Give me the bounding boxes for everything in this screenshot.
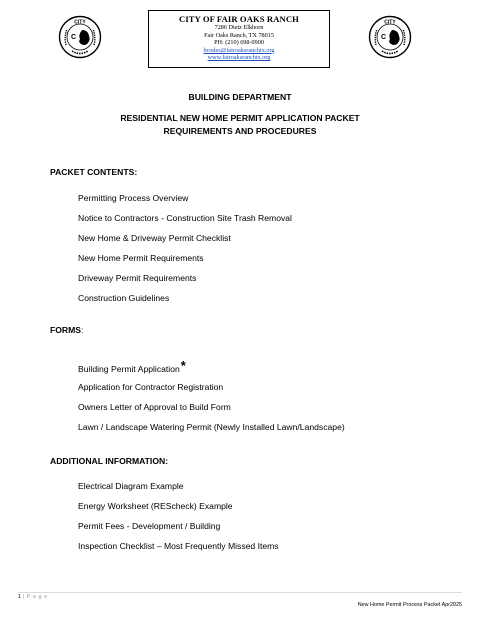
letterhead-website-link[interactable]: www.fairoaksranchtx.org — [207, 54, 271, 62]
city-seal-right — [368, 15, 412, 59]
list-item: Lawn / Landscape Watering Permit (Newly Installed Lawn/Landscape) — [78, 422, 345, 432]
footer-document-name: New Home Permit Process Packet Apr2025 — [357, 602, 462, 608]
letterhead-email-link[interactable]: bcodes@fairoaksranchtx.org — [203, 46, 275, 54]
packet-contents-heading: PACKET CONTENTS: — [50, 167, 138, 177]
seal-top-text: CITY — [384, 19, 396, 26]
footer-divider — [18, 592, 462, 593]
required-asterisk: * — [180, 358, 186, 373]
letterhead-citystate: Fair Oaks Ranch, TX 78015 — [204, 31, 274, 39]
additional-information-heading: ADDITIONAL INFORMATION: — [50, 456, 169, 466]
list-item: Driveway Permit Requirements — [78, 273, 197, 283]
letterhead-box — [148, 10, 330, 68]
page-number: 1 — [18, 594, 21, 600]
letterhead-phone: PH: (210) 698-0900 — [214, 39, 264, 47]
page-label: | P a g e — [22, 594, 48, 600]
packet-title-line1: RESIDENTIAL NEW HOME PERMIT APPLICATION PACKET — [120, 113, 360, 123]
letterhead-address: 7286 Dietz Elkhorn — [214, 24, 264, 31]
department-heading: BUILDING DEPARTMENT — [188, 92, 292, 102]
list-item: Construction Guidelines — [78, 293, 170, 303]
list-item — [78, 360, 186, 375]
seal-top-text: CITY — [74, 19, 86, 26]
letterhead-city: CITY OF FAIR OAKS RANCH — [179, 14, 299, 24]
packet-title-line2: REQUIREMENTS AND PROCEDURES — [163, 126, 317, 136]
city-seal-left — [58, 15, 102, 59]
city-seal-icon — [368, 15, 412, 59]
list-item: Notice to Contractors - Construction Site Trash Removal — [78, 213, 292, 223]
list-item: Inspection Checklist – Most Frequently Missed Items — [78, 541, 279, 551]
seal-letter: C — [71, 34, 77, 41]
forms-heading — [50, 325, 83, 335]
footer-page-number — [18, 594, 48, 600]
list-item: Electrical Diagram Example — [78, 481, 184, 491]
forms-heading-text: FORMS — [50, 325, 82, 335]
building-permit-application-label: Building Permit Application — [78, 364, 180, 374]
list-item: Energy Worksheet (REScheck) Example — [78, 501, 233, 511]
list-item: Permitting Process Overview — [78, 193, 189, 203]
seal-letter: C — [381, 34, 387, 41]
list-item: Permit Fees - Development / Building — [78, 521, 221, 531]
list-item: Application for Contractor Registration — [78, 382, 224, 392]
list-item: New Home & Driveway Permit Checklist — [78, 233, 231, 243]
city-seal-icon — [58, 15, 102, 59]
forms-heading-colon: : — [81, 325, 84, 335]
list-item: Owners Letter of Approval to Build Form — [78, 402, 231, 412]
list-item: New Home Permit Requirements — [78, 253, 204, 263]
